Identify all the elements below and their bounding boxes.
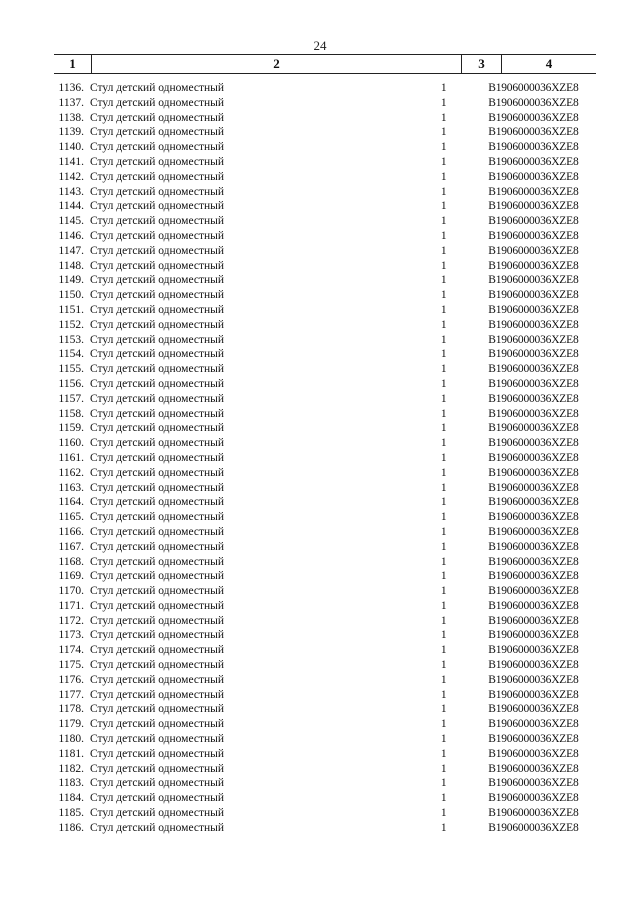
- item-quantity: 1: [440, 807, 447, 820]
- row-number: 1158.: [58, 407, 84, 420]
- item-name: Стул детский одноместный: [89, 614, 225, 627]
- item-quantity: 1: [440, 155, 447, 168]
- item-name: Стул детский одноместный: [89, 96, 225, 109]
- item-code: B1906000036XZE8: [488, 229, 579, 242]
- table-row: [54, 791, 596, 806]
- item-code: B1906000036XZE8: [488, 673, 579, 686]
- table-row: [54, 540, 596, 555]
- item-quantity: 1: [440, 141, 447, 154]
- item-code: B1906000036XZE8: [488, 496, 579, 509]
- item-quantity: 1: [440, 762, 447, 775]
- item-quantity: 1: [440, 244, 447, 257]
- table-row: [54, 347, 596, 362]
- row-number: 1180.: [58, 733, 84, 746]
- row-number: 1139.: [58, 126, 84, 139]
- item-code: B1906000036XZE8: [488, 511, 579, 524]
- item-code: B1906000036XZE8: [488, 422, 579, 435]
- row-number: 1144.: [58, 200, 84, 213]
- item-name: Стул детский одноместный: [89, 599, 225, 612]
- item-code: B1906000036XZE8: [488, 363, 579, 376]
- table-row: [54, 806, 596, 821]
- item-name: Стул детский одноместный: [89, 807, 225, 820]
- item-quantity: 1: [440, 392, 447, 405]
- item-quantity: 1: [440, 703, 447, 716]
- table-row: [54, 732, 596, 747]
- row-number: 1164.: [58, 496, 84, 509]
- item-quantity: 1: [440, 496, 447, 509]
- item-name: Стул детский одноместный: [89, 792, 225, 805]
- item-code: B1906000036XZE8: [488, 451, 579, 464]
- item-quantity: 1: [440, 644, 447, 657]
- item-name: Стул детский одноместный: [89, 244, 225, 257]
- item-quantity: 1: [440, 540, 447, 553]
- row-number: 1136.: [58, 82, 84, 94]
- table-row: [54, 466, 596, 481]
- item-name: Стул детский одноместный: [89, 170, 225, 183]
- item-code: B1906000036XZE8: [488, 185, 579, 198]
- item-quantity: 1: [440, 422, 447, 435]
- item-name: Стул детский одноместный: [89, 511, 225, 524]
- row-number: 1173.: [58, 629, 84, 642]
- item-name: Стул детский одноместный: [89, 82, 225, 94]
- item-code: B1906000036XZE8: [488, 303, 579, 316]
- item-quantity: 1: [440, 585, 447, 598]
- item-name: Стул детский одноместный: [89, 777, 225, 790]
- item-quantity: 1: [440, 82, 447, 94]
- table-row: [54, 481, 596, 496]
- row-number: 1174.: [58, 644, 84, 657]
- table-row: [54, 185, 596, 200]
- item-code: B1906000036XZE8: [488, 244, 579, 257]
- row-number: 1166.: [58, 525, 84, 538]
- item-name: Стул детский одноместный: [89, 821, 225, 834]
- item-quantity: 1: [440, 614, 447, 627]
- item-quantity: 1: [440, 821, 447, 834]
- item-code: B1906000036XZE8: [488, 540, 579, 553]
- table-row: [54, 288, 596, 303]
- row-number: 1147.: [58, 244, 84, 257]
- item-name: Стул детский одноместный: [89, 540, 225, 553]
- item-code: B1906000036XZE8: [488, 703, 579, 716]
- table-row: [54, 658, 596, 673]
- item-code: B1906000036XZE8: [488, 377, 579, 390]
- row-number: 1162.: [58, 466, 84, 479]
- item-name: Стул детский одноместный: [89, 688, 225, 701]
- table-row: [54, 273, 596, 288]
- item-quantity: 1: [440, 363, 447, 376]
- item-name: Стул детский одноместный: [89, 348, 225, 361]
- item-name: Стул детский одноместный: [89, 289, 225, 302]
- row-number: 1176.: [58, 673, 84, 686]
- item-quantity: 1: [440, 481, 447, 494]
- item-name: Стул детский одноместный: [89, 407, 225, 420]
- table-row: [54, 525, 596, 540]
- row-number: 1160.: [58, 437, 84, 450]
- table-row: [54, 303, 596, 318]
- item-name: Стул детский одноместный: [89, 200, 225, 213]
- table-row: [54, 407, 596, 422]
- item-code: B1906000036XZE8: [488, 525, 579, 538]
- item-quantity: 1: [440, 215, 447, 228]
- item-name: Стул детский одноместный: [89, 747, 225, 760]
- item-name: Стул детский одноместный: [89, 733, 225, 746]
- item-code: B1906000036XZE8: [488, 215, 579, 228]
- item-quantity: 1: [440, 229, 447, 242]
- column-header-3: 3: [462, 55, 502, 73]
- item-code: B1906000036XZE8: [488, 733, 579, 746]
- page-number: 24: [313, 38, 327, 53]
- item-code: B1906000036XZE8: [488, 688, 579, 701]
- item-code: B1906000036XZE8: [488, 807, 579, 820]
- item-code: B1906000036XZE8: [488, 747, 579, 760]
- table-row: [54, 569, 596, 584]
- item-code: B1906000036XZE8: [488, 259, 579, 272]
- item-name: Стул детский одноместный: [89, 481, 225, 494]
- row-number: 1161.: [58, 451, 84, 464]
- row-number: 1178.: [58, 703, 84, 716]
- row-number: 1142.: [58, 170, 84, 183]
- item-name: Стул детский одноместный: [89, 718, 225, 731]
- item-name: Стул детский одноместный: [89, 570, 225, 583]
- item-quantity: 1: [440, 599, 447, 612]
- table-row: [54, 377, 596, 392]
- item-code: B1906000036XZE8: [488, 599, 579, 612]
- table-row: [54, 125, 596, 140]
- table-row: [54, 673, 596, 688]
- table-row: [54, 762, 596, 777]
- table-row: [54, 717, 596, 732]
- table-row: [54, 96, 596, 111]
- table-row: [54, 821, 596, 836]
- row-number: 1177.: [58, 688, 84, 701]
- item-code: B1906000036XZE8: [488, 126, 579, 139]
- row-number: 1184.: [58, 792, 84, 805]
- item-name: Стул детский одноместный: [89, 259, 225, 272]
- table-row: [54, 318, 596, 333]
- item-code: B1906000036XZE8: [488, 718, 579, 731]
- item-name: Стул детский одноместный: [89, 422, 225, 435]
- item-name: Стул детский одноместный: [89, 585, 225, 598]
- item-quantity: 1: [440, 126, 447, 139]
- row-number: 1151.: [58, 303, 84, 316]
- table-row: [54, 421, 596, 436]
- table-row: [54, 81, 596, 96]
- item-quantity: 1: [440, 111, 447, 124]
- row-number: 1157.: [58, 392, 84, 405]
- table-row: [54, 436, 596, 451]
- item-quantity: 1: [440, 659, 447, 672]
- item-code: B1906000036XZE8: [488, 585, 579, 598]
- table-row: [54, 140, 596, 155]
- item-quantity: 1: [440, 629, 447, 642]
- item-code: B1906000036XZE8: [488, 318, 579, 331]
- item-quantity: 1: [440, 688, 447, 701]
- item-quantity: 1: [440, 525, 447, 538]
- row-number: 1182.: [58, 762, 84, 775]
- item-quantity: 1: [440, 407, 447, 420]
- item-code: B1906000036XZE8: [488, 392, 579, 405]
- item-name: Стул детский одноместный: [89, 525, 225, 538]
- item-name: Стул детский одноместный: [89, 155, 225, 168]
- item-quantity: 1: [440, 733, 447, 746]
- row-number: 1150.: [58, 289, 84, 302]
- item-code: B1906000036XZE8: [488, 407, 579, 420]
- item-name: Стул детский одноместный: [89, 644, 225, 657]
- table-row: [54, 155, 596, 170]
- item-name: Стул детский одноместный: [89, 377, 225, 390]
- item-quantity: 1: [440, 333, 447, 346]
- item-name: Стул детский одноместный: [89, 629, 225, 642]
- column-header-2: 2: [92, 55, 462, 73]
- row-number: 1175.: [58, 659, 84, 672]
- row-number: 1145.: [58, 215, 84, 228]
- item-quantity: 1: [440, 318, 447, 331]
- table-row: [54, 199, 596, 214]
- item-name: Стул детский одноместный: [89, 303, 225, 316]
- item-quantity: 1: [440, 170, 447, 183]
- item-code: B1906000036XZE8: [488, 821, 579, 834]
- items-table: [54, 54, 596, 836]
- item-quantity: 1: [440, 555, 447, 568]
- item-quantity: 1: [440, 274, 447, 287]
- table-row: [54, 214, 596, 229]
- table-body: [54, 81, 596, 836]
- item-quantity: 1: [440, 437, 447, 450]
- item-name: Стул детский одноместный: [89, 466, 225, 479]
- row-number: 1186.: [58, 821, 84, 834]
- item-code: B1906000036XZE8: [488, 289, 579, 302]
- item-name: Стул детский одноместный: [89, 215, 225, 228]
- row-number: 1170.: [58, 585, 84, 598]
- item-code: B1906000036XZE8: [488, 555, 579, 568]
- item-quantity: 1: [440, 718, 447, 731]
- column-header-1: 1: [54, 55, 92, 73]
- item-quantity: 1: [440, 673, 447, 686]
- row-number: 1146.: [58, 229, 84, 242]
- row-number: 1159.: [58, 422, 84, 435]
- item-name: Стул детский одноместный: [89, 274, 225, 287]
- item-quantity: 1: [440, 511, 447, 524]
- table-row: [54, 628, 596, 643]
- item-name: Стул детский одноместный: [89, 229, 225, 242]
- item-quantity: 1: [440, 185, 447, 198]
- item-name: Стул детский одноместный: [89, 392, 225, 405]
- table-row: [54, 614, 596, 629]
- item-quantity: 1: [440, 747, 447, 760]
- item-quantity: 1: [440, 792, 447, 805]
- row-number: 1156.: [58, 377, 84, 390]
- table-row: [54, 776, 596, 791]
- item-quantity: 1: [440, 96, 447, 109]
- item-name: Стул детский одноместный: [89, 451, 225, 464]
- table-row: [54, 643, 596, 658]
- item-quantity: 1: [440, 303, 447, 316]
- item-quantity: 1: [440, 377, 447, 390]
- table-row: [54, 495, 596, 510]
- item-code: B1906000036XZE8: [488, 333, 579, 346]
- row-number: 1185.: [58, 807, 84, 820]
- row-number: 1149.: [58, 274, 84, 287]
- item-code: B1906000036XZE8: [488, 659, 579, 672]
- row-number: 1148.: [58, 259, 84, 272]
- item-quantity: 1: [440, 348, 447, 361]
- item-quantity: 1: [440, 777, 447, 790]
- item-code: B1906000036XZE8: [488, 170, 579, 183]
- item-quantity: 1: [440, 570, 447, 583]
- row-number: 1155.: [58, 363, 84, 376]
- row-number: 1167.: [58, 540, 84, 553]
- item-quantity: 1: [440, 200, 447, 213]
- row-number: 1181.: [58, 747, 84, 760]
- item-code: B1906000036XZE8: [488, 82, 579, 94]
- item-name: Стул детский одноместный: [89, 141, 225, 154]
- table-row: [54, 584, 596, 599]
- item-name: Стул детский одноместный: [89, 437, 225, 450]
- item-code: B1906000036XZE8: [488, 644, 579, 657]
- column-header-4: 4: [545, 56, 553, 71]
- row-number: 1154.: [58, 348, 84, 361]
- item-code: B1906000036XZE8: [488, 200, 579, 213]
- row-number: 1143.: [58, 185, 84, 198]
- table-row: [54, 688, 596, 703]
- item-name: Стул детский одноместный: [89, 762, 225, 775]
- item-name: Стул детский одноместный: [89, 318, 225, 331]
- item-name: Стул детский одноместный: [89, 703, 225, 716]
- table-row: [54, 392, 596, 407]
- item-quantity: 1: [440, 451, 447, 464]
- item-code: B1906000036XZE8: [488, 274, 579, 287]
- item-quantity: 1: [440, 466, 447, 479]
- item-code: B1906000036XZE8: [488, 792, 579, 805]
- row-number: 1141.: [58, 155, 84, 168]
- table-header: [54, 54, 596, 74]
- table-row: [54, 747, 596, 762]
- item-code: B1906000036XZE8: [488, 155, 579, 168]
- row-number: 1168.: [58, 555, 84, 568]
- table-row: [54, 333, 596, 348]
- item-name: Стул детский одноместный: [89, 673, 225, 686]
- item-code: B1906000036XZE8: [488, 96, 579, 109]
- row-number: 1163.: [58, 481, 84, 494]
- table-row: [54, 244, 596, 259]
- table-row: [54, 111, 596, 126]
- row-number: 1183.: [58, 777, 84, 790]
- row-number: 1153.: [58, 333, 84, 346]
- table-row: [54, 599, 596, 614]
- table-row: [54, 229, 596, 244]
- item-name: Стул детский одноместный: [89, 126, 225, 139]
- item-name: Стул детский одноместный: [89, 363, 225, 376]
- table-row: [54, 702, 596, 717]
- item-name: Стул детский одноместный: [89, 659, 225, 672]
- item-code: B1906000036XZE8: [488, 437, 579, 450]
- item-name: Стул детский одноместный: [89, 496, 225, 509]
- row-number: 1137.: [58, 96, 84, 109]
- item-code: B1906000036XZE8: [488, 614, 579, 627]
- row-number: 1152.: [58, 318, 84, 331]
- item-code: B1906000036XZE8: [488, 141, 579, 154]
- item-code: B1906000036XZE8: [488, 570, 579, 583]
- item-code: B1906000036XZE8: [488, 777, 579, 790]
- row-number: 1171.: [58, 599, 84, 612]
- row-number: 1179.: [58, 718, 84, 731]
- row-number: 1169.: [58, 570, 84, 583]
- row-number: 1172.: [58, 614, 84, 627]
- item-name: Стул детский одноместный: [89, 185, 225, 198]
- table-row: [54, 259, 596, 274]
- table-row: [54, 451, 596, 466]
- item-code: B1906000036XZE8: [488, 466, 579, 479]
- item-code: B1906000036XZE8: [488, 111, 579, 124]
- item-code: B1906000036XZE8: [488, 481, 579, 494]
- item-name: Стул детский одноместный: [89, 111, 225, 124]
- item-code: B1906000036XZE8: [488, 629, 579, 642]
- row-number: 1140.: [58, 141, 84, 154]
- item-name: Стул детский одноместный: [89, 555, 225, 568]
- item-name: Стул детский одноместный: [89, 333, 225, 346]
- table-row: [54, 170, 596, 185]
- table-row: [54, 510, 596, 525]
- row-number: 1165.: [58, 511, 84, 524]
- item-quantity: 1: [440, 289, 447, 302]
- table-row: [54, 362, 596, 377]
- item-quantity: 1: [440, 259, 447, 272]
- table-row: [54, 555, 596, 570]
- row-number: 1138.: [58, 111, 84, 124]
- item-code: B1906000036XZE8: [488, 348, 579, 361]
- item-code: B1906000036XZE8: [488, 762, 579, 775]
